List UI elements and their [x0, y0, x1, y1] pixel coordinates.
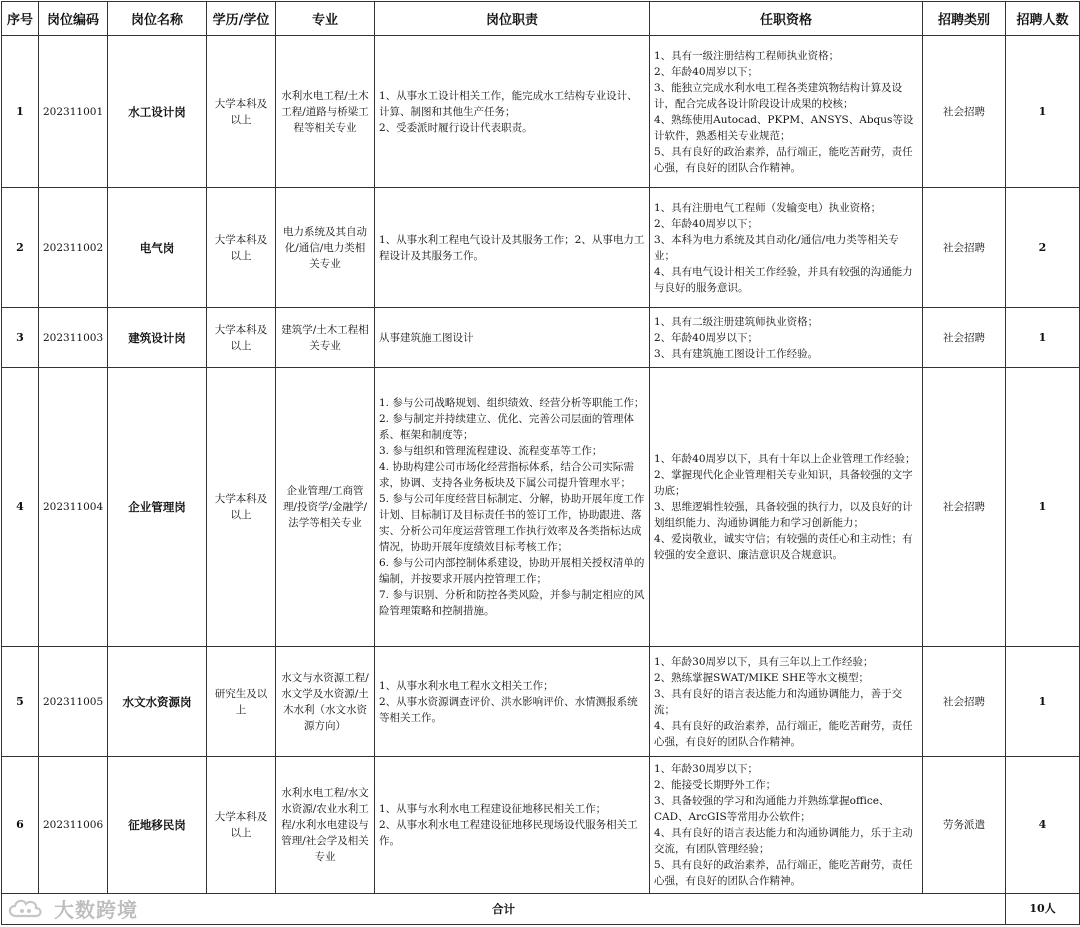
qualification-line: 3、具备较强的学习和沟通能力并熟练掌握office、CAD、ArcGIS等常用办公软件；	[654, 795, 890, 823]
row-duties	[375, 188, 650, 308]
header-education: 学历/学位	[207, 2, 276, 36]
qualification-line: 1、年龄30周岁以下，具有三年以上工作经验；	[654, 655, 874, 668]
row-no: 5	[2, 647, 39, 757]
duty-line: 3. 参与组织和管理流程建设、流程变革等工作；	[379, 445, 603, 457]
row-recruit-count: 1	[1006, 647, 1080, 757]
row-duties	[375, 368, 650, 647]
cloud-logo-icon	[6, 896, 50, 922]
qualification-line: 2、年龄40周岁以下；	[654, 217, 759, 230]
qualification-line: 2、年龄40周岁以下；	[654, 65, 759, 78]
duty-line: 1、从事水工设计相关工作，能完成水工结构专业设计、计算、制图和其他生产任务；	[379, 89, 638, 118]
qualification-line: 1、年龄30周岁以下；	[654, 763, 759, 775]
header-row	[2, 2, 1080, 36]
qualification-line: 3、具有建筑施工图设计工作经验。	[654, 347, 819, 360]
qualification-line: 3、思维逻辑性较强，具备较强的执行力，以及良好的计划组织能力、沟通协调能力和学习创新能力；	[654, 501, 913, 529]
row-education: 大学本科及以上	[207, 36, 276, 188]
duty-line: 1、从事与水利水电工程建设征地移民相关工作；	[379, 803, 607, 815]
qualification-line: 3、能独立完成水利水电工程各类建筑物结构计算及设计，配合完成各设计阶段设计成果的校核；	[654, 81, 903, 110]
duty-line: 4. 协助构建公司市场化经营指标体系，结合公司实际需求，协调、支持各业务板块及下属公司提升管理水平；	[379, 461, 634, 489]
row-duties	[375, 308, 650, 368]
row-recruit-count: 1	[1006, 308, 1080, 368]
watermark	[6, 894, 138, 923]
duty-line: 1、从事水利水电工程水文相关工作；	[379, 679, 554, 692]
table-row	[2, 188, 1080, 308]
duty-line: 5. 参与公司年度经营目标制定、分解，协助开展年度工作计划、目标制订及目标责任书的签订工作，协助跟进、落实、分析公司年度运营管理工作执行效率及各类指标达成情况，协助开展年度绩效目标考核工作；	[379, 493, 645, 553]
duty-line: 2、受委派时履行设计代表职责。	[379, 121, 533, 134]
watermark-text: 大数跨境	[54, 898, 138, 922]
row-position-name: 征地移民岗	[108, 757, 207, 894]
duty-line: 6. 参与公司内部控制体系建设，协助开展相关授权清单的编制，并按要求开展内控管理工作；	[379, 557, 645, 585]
row-major: 建筑学/土木工程相关专业	[276, 308, 375, 368]
table-row	[2, 757, 1080, 894]
duty-line: 2、从事水资源调查评价、洪水影响评价、水情测报系统等相关工作。	[379, 695, 638, 724]
row-code: 202311004	[39, 368, 108, 647]
header-recruit-count: 招聘人数	[1006, 2, 1080, 36]
row-education: 大学本科及以上	[207, 368, 276, 647]
table-row	[2, 647, 1080, 757]
row-education: 研究生及以上	[207, 647, 276, 757]
row-no: 6	[2, 757, 39, 894]
table-row	[2, 308, 1080, 368]
table-row	[2, 36, 1080, 188]
recruitment-table	[1, 1, 1080, 925]
row-recruit-count: 1	[1006, 368, 1080, 647]
row-recruit-count: 4	[1006, 757, 1080, 894]
row-recruit-type: 社会招聘	[923, 647, 1006, 757]
row-code: 202311003	[39, 308, 108, 368]
row-duties	[375, 36, 650, 188]
row-education: 大学本科及以上	[207, 308, 276, 368]
qualification-line: 4、具有良好的语言表达能力和沟通协调能力，乐于主动交流，有团队管理经验；	[654, 827, 913, 855]
table-row	[2, 368, 1080, 647]
header-code: 岗位编码	[39, 2, 108, 36]
row-major: 水文与水资源工程/水文学及水资源/土木水利（水文水资源方向）	[276, 647, 375, 757]
duty-line: 7. 参与识别、分析和防控各类风险，并参与制定相应的风险管理策略和控制措施。	[379, 589, 645, 617]
qualification-line: 3、本科为电力系统及其自动化/通信/电力类等相关专业；	[654, 233, 899, 262]
row-position-name: 水工设计岗	[108, 36, 207, 188]
row-position-name: 企业管理岗	[108, 368, 207, 647]
total-row	[2, 894, 1080, 925]
row-recruit-type: 社会招聘	[923, 188, 1006, 308]
row-qualifications	[650, 308, 923, 368]
row-no: 4	[2, 368, 39, 647]
row-recruit-type: 社会招聘	[923, 308, 1006, 368]
qualification-line: 2、掌握现代化企业管理相关专业知识，具备较强的文字功底；	[654, 469, 913, 497]
header-no: 序号	[2, 2, 39, 36]
row-major: 电力系统及其自动化/通信/电力类相关专业	[276, 188, 375, 308]
qualification-line: 3、具有良好的语言表达能力和沟通协调能力，善于交流；	[654, 687, 903, 716]
row-duties	[375, 757, 650, 894]
row-recruit-count: 1	[1006, 36, 1080, 188]
qualification-line: 2、能接受长期野外工作；	[654, 779, 777, 791]
header-qualifications: 任职资格	[650, 2, 923, 36]
row-recruit-type: 社会招聘	[923, 36, 1006, 188]
qualification-line: 4、具有良好的政治素养，品行端正，能吃苦耐劳，责任心强，有良好的团队合作精神。	[654, 719, 913, 748]
row-major: 企业管理/工商管理/投资学/金融学/法学等相关专业	[276, 368, 375, 647]
qualification-line: 1、具有一级注册结构工程师执业资格；	[654, 49, 840, 62]
qualification-line: 5、具有良好的政治素养，品行端正，能吃苦耐劳，责任心强，有良好的团队合作精神。	[654, 859, 913, 887]
qualification-line: 2、熟练掌握SWAT/MIKE SHE等水文模型；	[654, 671, 869, 684]
qualification-line: 2、年龄40周岁以下；	[654, 331, 759, 344]
duty-line: 2. 参与制定并持续建立、优化、完善公司层面的管理体系、框架和制度等；	[379, 413, 634, 441]
total-count: 10人	[1006, 894, 1080, 925]
header-major: 专业	[276, 2, 375, 36]
qualification-line: 1、年龄40周岁以下，具有十年以上企业管理工作经验；	[654, 453, 916, 465]
row-education: 大学本科及以上	[207, 188, 276, 308]
row-qualifications	[650, 647, 923, 757]
row-recruit-count: 2	[1006, 188, 1080, 308]
row-qualifications	[650, 36, 923, 188]
duty-line: 1. 参与公司战略规划、组织绩效、经营分析等职能工作；	[379, 397, 645, 409]
qualification-line: 4、具有电气设计相关工作经验，并具有较强的沟通能力与良好的服务意识。	[654, 265, 913, 294]
row-recruit-type: 社会招聘	[923, 368, 1006, 647]
header-name: 岗位名称	[108, 2, 207, 36]
qualification-line: 1、具有二级注册建筑师执业资格；	[654, 315, 819, 328]
duty-line: 2、从事水利水电工程建设征地移民现场设代服务相关工作。	[379, 819, 638, 847]
row-major: 水利水电工程/土木工程/道路与桥梁工程等相关专业	[276, 36, 375, 188]
header-recruit-type: 招聘类别	[923, 2, 1006, 36]
row-qualifications	[650, 368, 923, 647]
row-duties	[375, 647, 650, 757]
row-no: 2	[2, 188, 39, 308]
duty-line: 从事建筑施工图设计	[379, 331, 474, 344]
row-code: 202311001	[39, 36, 108, 188]
row-code: 202311006	[39, 757, 108, 894]
qualification-line: 4、熟练使用Autocad、PKPM、ANSYS、Abqus等设计软件，熟悉相关专业规范；	[654, 113, 914, 142]
row-education: 大学本科及以上	[207, 757, 276, 894]
row-no: 3	[2, 308, 39, 368]
row-qualifications	[650, 188, 923, 308]
duty-line: 1、从事水利工程电气设计及其服务工作；2、从事电力工程设计及其服务工作。	[379, 233, 645, 262]
total-label: 合计	[2, 894, 1006, 925]
row-code: 202311005	[39, 647, 108, 757]
row-position-name: 水文水资源岗	[108, 647, 207, 757]
header-duties: 岗位职责	[375, 2, 650, 36]
row-no: 1	[2, 36, 39, 188]
row-qualifications	[650, 757, 923, 894]
qualification-line: 1、具有注册电气工程师（发输变电）执业资格；	[654, 201, 882, 214]
row-major: 水利水电工程/水文水资源/农业水利工程/水利水电建设与管理/社会学及相关专业	[276, 757, 375, 894]
qualification-line: 5、具有良好的政治素养，品行端正，能吃苦耐劳，责任心强，有良好的团队合作精神。	[654, 145, 913, 174]
row-recruit-type: 劳务派遣	[923, 757, 1006, 894]
row-position-name: 电气岗	[108, 188, 207, 308]
qualification-line: 4、爱岗敬业，诚实守信；有较强的责任心和主动性；有较强的安全意识、廉洁意识及合规意识。	[654, 533, 913, 561]
row-position-name: 建筑设计岗	[108, 308, 207, 368]
row-code: 202311002	[39, 188, 108, 308]
